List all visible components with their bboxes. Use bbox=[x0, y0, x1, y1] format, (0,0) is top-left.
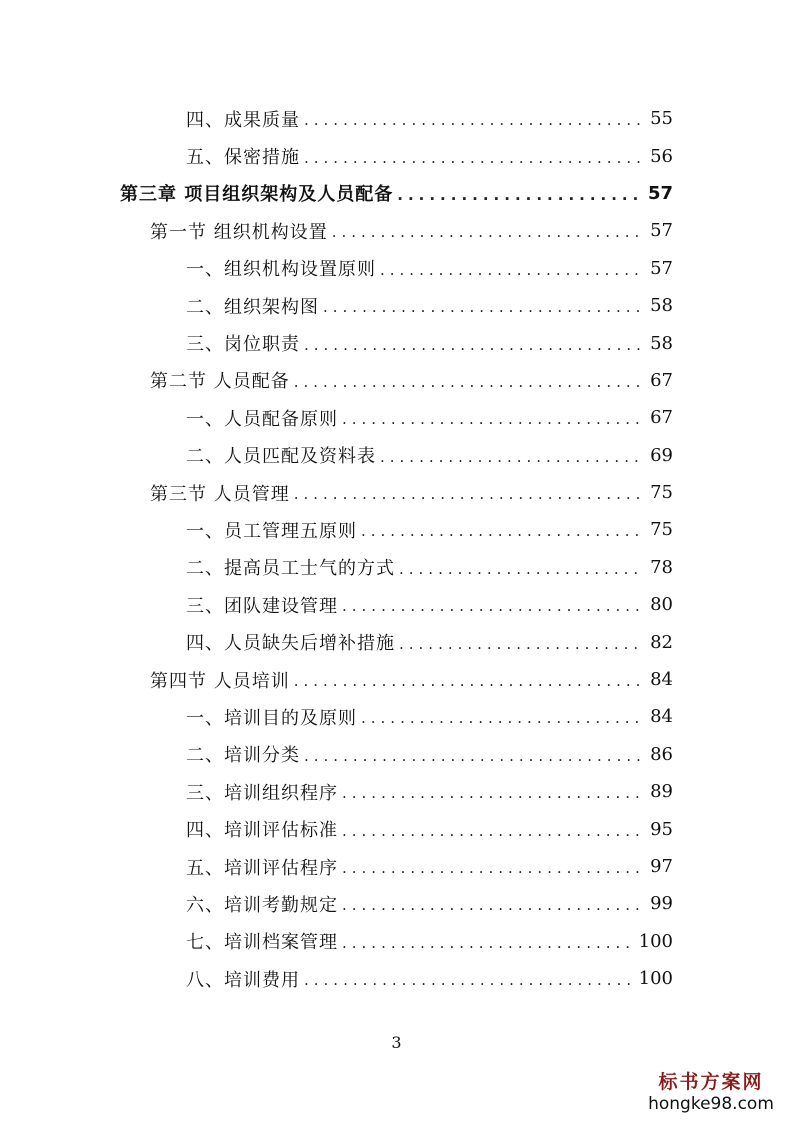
dot-leader bbox=[294, 483, 643, 502]
dot-leader bbox=[399, 558, 643, 577]
dot-leader bbox=[332, 221, 643, 240]
dot-leader bbox=[399, 633, 643, 652]
toc-entry-line bbox=[150, 362, 673, 399]
toc-entry-label: 四、成果质量 bbox=[186, 109, 300, 131]
toc-entry-label: 三、岗位职责 bbox=[186, 334, 300, 356]
toc-entry-page-number: 75 bbox=[650, 482, 673, 504]
toc-entry-line bbox=[186, 885, 673, 922]
toc-entry-label: 第二节 人员配备 bbox=[150, 371, 290, 393]
toc-entry-label: 二、人员匹配及资料表 bbox=[186, 446, 376, 468]
toc-entry-label: 第一节 组织机构设置 bbox=[150, 221, 328, 243]
toc-entry-page-number: 67 bbox=[650, 407, 673, 429]
toc-entry-label: 八、培训费用 bbox=[186, 969, 300, 991]
toc-entry-line bbox=[120, 175, 673, 212]
dot-leader bbox=[304, 745, 643, 764]
toc-entry-item[interactable] bbox=[0, 586, 793, 623]
toc-entry-label: 七、培训档案管理 bbox=[186, 932, 338, 954]
toc-entry-label: 一、培训目的及原则 bbox=[186, 707, 357, 729]
toc-entry-line bbox=[186, 549, 673, 586]
dot-leader bbox=[380, 259, 643, 278]
toc-entry-label: 一、员工管理五原则 bbox=[186, 520, 357, 542]
toc-entry-item[interactable] bbox=[0, 810, 793, 847]
dot-leader bbox=[361, 707, 643, 726]
toc-entry-item[interactable] bbox=[0, 100, 793, 137]
dot-leader bbox=[342, 782, 643, 801]
toc-entry-line bbox=[186, 960, 673, 997]
toc-entry-line bbox=[150, 661, 673, 698]
toc-entry-line bbox=[186, 810, 673, 847]
toc-entry-line bbox=[186, 511, 673, 548]
toc-entry-item[interactable] bbox=[0, 960, 793, 997]
toc-entry-page-number: 84 bbox=[650, 706, 673, 728]
toc-entry-page-number: 58 bbox=[650, 332, 673, 354]
dot-leader bbox=[304, 969, 633, 988]
toc-entry-page-number: 95 bbox=[650, 818, 673, 840]
dot-leader bbox=[304, 334, 643, 353]
toc-entry-page-number: 84 bbox=[650, 669, 673, 691]
toc-entry-page-number: 99 bbox=[650, 893, 673, 915]
toc-entry-page-number: 86 bbox=[650, 743, 673, 765]
toc-entry-page-number: 89 bbox=[650, 781, 673, 803]
dot-leader bbox=[304, 109, 643, 128]
dot-leader bbox=[342, 408, 643, 427]
toc-entry-item[interactable] bbox=[0, 623, 793, 660]
toc-entry-label: 二、培训分类 bbox=[186, 745, 300, 767]
toc-entry-item[interactable] bbox=[0, 698, 793, 735]
toc-entry-item[interactable] bbox=[0, 885, 793, 922]
toc-entry-label: 五、培训评估程序 bbox=[186, 857, 338, 879]
toc-entry-page-number: 82 bbox=[650, 631, 673, 653]
toc-entry-line bbox=[186, 923, 673, 960]
toc-entry-section[interactable] bbox=[0, 212, 793, 249]
toc-entry-item[interactable] bbox=[0, 773, 793, 810]
toc-entry-section[interactable] bbox=[0, 474, 793, 511]
toc-entry-page-number: 55 bbox=[650, 108, 673, 130]
toc-entry-section[interactable] bbox=[0, 362, 793, 399]
page-number: 3 bbox=[391, 1033, 402, 1052]
toc-entry-page-number: 78 bbox=[650, 556, 673, 578]
toc-entry-line bbox=[186, 137, 673, 174]
toc-entry-label: 一、人员配备原则 bbox=[186, 408, 338, 430]
toc-entry-line bbox=[186, 324, 673, 361]
toc-entry-line bbox=[186, 250, 673, 287]
toc-entry-item[interactable] bbox=[0, 437, 793, 474]
toc-entry-line bbox=[186, 848, 673, 885]
dot-leader bbox=[342, 894, 643, 913]
toc-entry-page-number: 100 bbox=[638, 930, 673, 952]
toc-entry-label: 第三节 人员管理 bbox=[150, 483, 290, 505]
toc-entry-item[interactable] bbox=[0, 250, 793, 287]
toc-entry-item[interactable] bbox=[0, 511, 793, 548]
toc-entry-item[interactable] bbox=[0, 324, 793, 361]
toc-entry-page-number: 69 bbox=[650, 444, 673, 466]
toc-entry-chapter[interactable] bbox=[0, 175, 793, 212]
toc-entry-label: 五、保密措施 bbox=[186, 147, 300, 169]
toc-entry-line bbox=[186, 586, 673, 623]
dot-leader bbox=[294, 670, 643, 689]
dot-leader bbox=[304, 147, 643, 166]
toc-entry-label: 第三章 项目组织架构及人员配备 bbox=[120, 184, 394, 206]
toc-entry-label: 四、人员缺失后增补措施 bbox=[186, 633, 395, 655]
toc-entry-page-number: 56 bbox=[650, 145, 673, 167]
toc-entry-item[interactable] bbox=[0, 923, 793, 960]
toc-entry-page-number: 80 bbox=[650, 594, 673, 616]
toc-entry-line bbox=[186, 623, 673, 660]
toc-entry-page-number: 100 bbox=[638, 968, 673, 990]
toc-entry-page-number: 57 bbox=[647, 182, 673, 204]
toc-entry-item[interactable] bbox=[0, 848, 793, 885]
toc-entry-line bbox=[186, 698, 673, 735]
toc-entry-item[interactable] bbox=[0, 287, 793, 324]
toc-entry-label: 三、团队建设管理 bbox=[186, 595, 338, 617]
toc-entry-page-number: 75 bbox=[650, 519, 673, 541]
table-of-contents bbox=[0, 100, 793, 997]
toc-entry-line bbox=[186, 100, 673, 137]
toc-entry-item[interactable] bbox=[0, 736, 793, 773]
toc-entry-line bbox=[186, 773, 673, 810]
toc-entry-page-number: 57 bbox=[650, 257, 673, 279]
toc-entry-item[interactable] bbox=[0, 549, 793, 586]
dot-leader bbox=[294, 371, 643, 390]
toc-entry-label: 二、组织架构图 bbox=[186, 296, 319, 318]
watermark-url: hongke98.com bbox=[648, 1094, 774, 1114]
dot-leader bbox=[342, 820, 643, 839]
dot-leader bbox=[361, 520, 643, 539]
toc-entry-line bbox=[186, 399, 673, 436]
toc-entry-line bbox=[186, 437, 673, 474]
dot-leader bbox=[342, 857, 643, 876]
toc-entry-label: 四、培训评估标准 bbox=[186, 820, 338, 842]
toc-entry-page-number: 97 bbox=[650, 856, 673, 877]
toc-entry-item[interactable] bbox=[0, 137, 793, 174]
toc-entry-label: 六、培训考勤规定 bbox=[186, 894, 338, 916]
dot-leader bbox=[323, 296, 643, 315]
watermark-name: 标书方案网 bbox=[658, 1071, 764, 1093]
dot-leader bbox=[397, 184, 642, 203]
toc-entry-label: 三、培训组织程序 bbox=[186, 782, 338, 804]
toc-entry-line bbox=[150, 474, 673, 511]
toc-entry-label: 第四节 人员培训 bbox=[150, 670, 290, 692]
toc-entry-page-number: 67 bbox=[650, 369, 673, 391]
dot-leader bbox=[380, 446, 643, 465]
toc-entry-line bbox=[186, 736, 673, 773]
toc-entry-page-number: 57 bbox=[650, 220, 673, 242]
toc-entry-line bbox=[150, 212, 673, 249]
dot-leader bbox=[342, 932, 633, 951]
toc-entry-item[interactable] bbox=[0, 399, 793, 436]
toc-entry-label: 二、提高员工士气的方式 bbox=[186, 558, 395, 580]
watermark-logo bbox=[643, 1067, 779, 1114]
toc-entry-section[interactable] bbox=[0, 661, 793, 698]
toc-entry-label: 一、组织机构设置原则 bbox=[186, 259, 376, 281]
toc-entry-line bbox=[186, 287, 673, 324]
toc-entry-page-number: 58 bbox=[650, 295, 673, 317]
dot-leader bbox=[342, 595, 643, 614]
